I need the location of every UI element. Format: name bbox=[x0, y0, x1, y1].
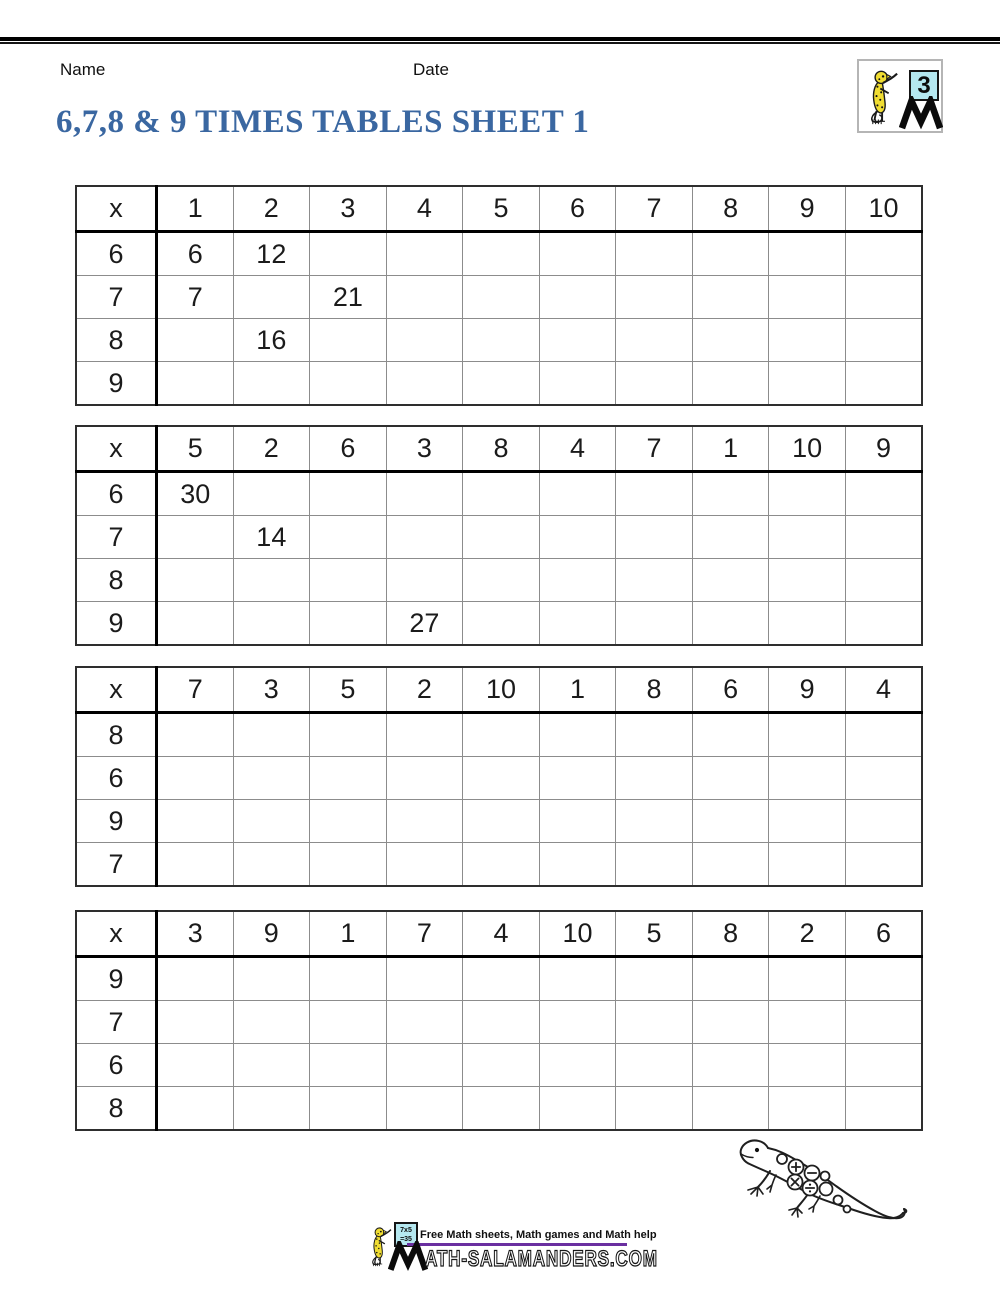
answer-cell-empty bbox=[845, 1001, 922, 1044]
answer-cell-empty bbox=[463, 276, 540, 319]
answer-cell-empty bbox=[616, 713, 693, 757]
answer-cell-empty bbox=[157, 1044, 234, 1087]
answer-cell-empty bbox=[386, 1044, 463, 1087]
logo-badge-number: 3 bbox=[917, 71, 931, 99]
site-logo-badge bbox=[857, 59, 943, 133]
multiplier-header: 4 bbox=[386, 186, 463, 232]
multiplier-header: 10 bbox=[769, 426, 846, 472]
multiplier-header: 5 bbox=[157, 426, 234, 472]
answer-cell-empty bbox=[845, 232, 922, 276]
table-row bbox=[76, 957, 922, 1001]
times-table-4 bbox=[75, 910, 923, 1131]
answer-cell-empty bbox=[692, 1044, 769, 1087]
answer-cell-empty bbox=[157, 516, 234, 559]
row-label-cell: 6 bbox=[76, 232, 157, 276]
multiply-sign-header: x bbox=[76, 911, 157, 957]
answer-cell-empty bbox=[463, 516, 540, 559]
answer-cell-empty bbox=[616, 1001, 693, 1044]
multiply-sign-header: x bbox=[76, 186, 157, 232]
answer-cell-empty bbox=[310, 362, 387, 406]
answer-cell-empty bbox=[233, 1001, 310, 1044]
answer-cell-empty bbox=[845, 800, 922, 843]
answer-cell-empty bbox=[463, 713, 540, 757]
answer-cell-empty bbox=[616, 276, 693, 319]
answer-cell-empty bbox=[539, 232, 616, 276]
answer-cell-empty bbox=[310, 1044, 387, 1087]
answer-cell-empty bbox=[769, 232, 846, 276]
row-label-cell: 8 bbox=[76, 713, 157, 757]
answer-cell-empty bbox=[616, 602, 693, 646]
answer-cell-empty bbox=[769, 362, 846, 406]
answer-cell-empty bbox=[157, 1087, 234, 1131]
table-row bbox=[76, 800, 922, 843]
answer-cell-empty bbox=[845, 713, 922, 757]
answer-cell-empty bbox=[233, 843, 310, 887]
answer-cell-empty bbox=[157, 957, 234, 1001]
table-row bbox=[76, 516, 922, 559]
multiplier-header: 4 bbox=[845, 667, 922, 713]
answer-cell-empty bbox=[692, 559, 769, 602]
table-row bbox=[76, 362, 922, 406]
multiplier-header: 5 bbox=[616, 911, 693, 957]
answer-cell-empty bbox=[769, 957, 846, 1001]
answer-cell-empty bbox=[616, 1087, 693, 1131]
gecko-mascot-icon bbox=[864, 68, 904, 126]
answer-cell-empty bbox=[463, 757, 540, 800]
multiplier-header: 6 bbox=[310, 426, 387, 472]
footer-tagline: Free Math sheets, Math games and Math help bbox=[420, 1229, 657, 1241]
table-header-row bbox=[76, 426, 922, 472]
answer-cell-empty bbox=[463, 602, 540, 646]
multiplier-header: 4 bbox=[539, 426, 616, 472]
table-row bbox=[76, 713, 922, 757]
answer-cell-empty bbox=[539, 757, 616, 800]
answer-cell-empty bbox=[157, 559, 234, 602]
answer-cell-empty bbox=[845, 472, 922, 516]
answer-cell-empty bbox=[157, 602, 234, 646]
m-logo-icon bbox=[899, 96, 943, 131]
answer-cell-empty bbox=[616, 1044, 693, 1087]
answer-cell-empty bbox=[539, 1087, 616, 1131]
answer-cell-empty bbox=[616, 843, 693, 887]
answer-cell-empty bbox=[386, 713, 463, 757]
multiply-sign-header: x bbox=[76, 667, 157, 713]
multiplier-header: 10 bbox=[845, 186, 922, 232]
answer-cell-empty bbox=[233, 1087, 310, 1131]
row-label-cell: 7 bbox=[76, 276, 157, 319]
answer-cell-empty bbox=[463, 1044, 540, 1087]
answer-cell-empty bbox=[769, 843, 846, 887]
answer-cell-empty bbox=[157, 800, 234, 843]
table-row bbox=[76, 602, 922, 646]
answer-cell-empty bbox=[539, 559, 616, 602]
row-label-cell: 6 bbox=[76, 757, 157, 800]
row-label-cell: 6 bbox=[76, 1044, 157, 1087]
multiplier-header: 8 bbox=[692, 186, 769, 232]
answer-cell-empty bbox=[692, 843, 769, 887]
answer-cell-empty bbox=[845, 362, 922, 406]
answer-cell-empty bbox=[233, 559, 310, 602]
answer-cell-empty bbox=[692, 319, 769, 362]
row-label-cell: 8 bbox=[76, 1087, 157, 1131]
answer-cell-empty bbox=[463, 472, 540, 516]
answer-cell-empty bbox=[692, 362, 769, 406]
answer-cell-empty bbox=[539, 843, 616, 887]
top-divider bbox=[0, 37, 1000, 46]
answer-cell-empty bbox=[692, 713, 769, 757]
answer-cell-empty bbox=[233, 472, 310, 516]
answer-cell-empty bbox=[386, 276, 463, 319]
date-label: Date bbox=[413, 60, 449, 79]
answer-cell-empty bbox=[310, 1087, 387, 1131]
answer-cell-empty bbox=[845, 843, 922, 887]
answer-cell-empty bbox=[539, 362, 616, 406]
table-row bbox=[76, 276, 922, 319]
multiplier-header: 9 bbox=[845, 426, 922, 472]
answer-cell-empty bbox=[769, 713, 846, 757]
salamander-illustration bbox=[712, 1132, 912, 1232]
answer-cell-empty bbox=[539, 1001, 616, 1044]
answer-cell-empty bbox=[463, 319, 540, 362]
answer-cell-filled: 16 bbox=[233, 319, 310, 362]
multiplier-header: 8 bbox=[463, 426, 540, 472]
answer-cell-empty bbox=[310, 232, 387, 276]
multiplier-header: 8 bbox=[616, 667, 693, 713]
answer-cell-empty bbox=[845, 559, 922, 602]
answer-cell-empty bbox=[769, 602, 846, 646]
answer-cell-empty bbox=[233, 602, 310, 646]
answer-cell-empty bbox=[616, 559, 693, 602]
answer-cell-empty bbox=[539, 713, 616, 757]
answer-cell-empty bbox=[616, 362, 693, 406]
multiplier-header: 3 bbox=[233, 667, 310, 713]
answer-cell-empty bbox=[769, 559, 846, 602]
multiplier-header: 7 bbox=[157, 667, 234, 713]
multiplier-header: 6 bbox=[692, 667, 769, 713]
multiplier-header: 5 bbox=[463, 186, 540, 232]
answer-cell-empty bbox=[386, 843, 463, 887]
answer-cell-filled: 6 bbox=[157, 232, 234, 276]
answer-cell-empty bbox=[386, 472, 463, 516]
answer-cell-empty bbox=[463, 957, 540, 1001]
answer-cell-empty bbox=[463, 1001, 540, 1044]
answer-cell-empty bbox=[157, 319, 234, 362]
multiplier-header: 10 bbox=[539, 911, 616, 957]
answer-cell-empty bbox=[539, 516, 616, 559]
answer-cell-empty bbox=[386, 800, 463, 843]
answer-cell-empty bbox=[310, 800, 387, 843]
multiplier-header: 1 bbox=[539, 667, 616, 713]
answer-cell-empty bbox=[386, 232, 463, 276]
multiplier-header: 2 bbox=[233, 186, 310, 232]
answer-cell-empty bbox=[845, 957, 922, 1001]
answer-cell-empty bbox=[845, 602, 922, 646]
answer-cell-empty bbox=[233, 1044, 310, 1087]
multiplier-header: 10 bbox=[463, 667, 540, 713]
footer-site-name bbox=[388, 1241, 723, 1272]
answer-cell-empty bbox=[692, 757, 769, 800]
table-header-row bbox=[76, 911, 922, 957]
answer-cell-empty bbox=[769, 1044, 846, 1087]
answer-cell-filled: 30 bbox=[157, 472, 234, 516]
answer-cell-empty bbox=[157, 757, 234, 800]
answer-cell-empty bbox=[616, 957, 693, 1001]
mini-board-line1: 7x5 bbox=[400, 1227, 412, 1234]
answer-cell-filled: 14 bbox=[233, 516, 310, 559]
answer-cell-empty bbox=[539, 276, 616, 319]
footer-brand bbox=[362, 1220, 662, 1282]
answer-cell-empty bbox=[386, 1001, 463, 1044]
answer-cell-empty bbox=[769, 516, 846, 559]
footer-site-text: ATH-SALAMANDERS.COM bbox=[425, 1246, 658, 1271]
answer-cell-empty bbox=[233, 757, 310, 800]
row-label-cell: 7 bbox=[76, 516, 157, 559]
answer-cell-empty bbox=[539, 472, 616, 516]
multiplier-header: 2 bbox=[769, 911, 846, 957]
answer-cell-filled: 27 bbox=[386, 602, 463, 646]
answer-cell-empty bbox=[386, 1087, 463, 1131]
answer-cell-empty bbox=[692, 516, 769, 559]
multiplier-header: 9 bbox=[769, 667, 846, 713]
answer-cell-empty bbox=[310, 602, 387, 646]
table-row bbox=[76, 232, 922, 276]
answer-cell-empty bbox=[539, 602, 616, 646]
answer-cell-filled: 12 bbox=[233, 232, 310, 276]
multiplier-header: 3 bbox=[386, 426, 463, 472]
mini-board-line2: =35 bbox=[400, 1236, 412, 1244]
answer-cell-empty bbox=[845, 276, 922, 319]
answer-cell-empty bbox=[310, 472, 387, 516]
answer-cell-empty bbox=[539, 800, 616, 843]
row-label-cell: 9 bbox=[76, 957, 157, 1001]
multiplier-header: 1 bbox=[310, 911, 387, 957]
answer-cell-empty bbox=[233, 713, 310, 757]
answer-cell-empty bbox=[310, 713, 387, 757]
m-logo-icon bbox=[388, 1241, 428, 1272]
answer-cell-empty bbox=[692, 276, 769, 319]
table-row bbox=[76, 1044, 922, 1087]
answer-cell-empty bbox=[769, 1087, 846, 1131]
answer-cell-empty bbox=[233, 276, 310, 319]
multiplier-header: 2 bbox=[233, 426, 310, 472]
row-label-cell: 6 bbox=[76, 472, 157, 516]
multiplier-header: 6 bbox=[845, 911, 922, 957]
multiplier-header: 3 bbox=[310, 186, 387, 232]
answer-cell-empty bbox=[157, 713, 234, 757]
table-header-row bbox=[76, 667, 922, 713]
table-header-row bbox=[76, 186, 922, 232]
answer-cell-empty bbox=[233, 800, 310, 843]
times-table-3 bbox=[75, 666, 923, 887]
answer-cell-empty bbox=[463, 800, 540, 843]
answer-cell-empty bbox=[616, 319, 693, 362]
answer-cell-empty bbox=[769, 276, 846, 319]
row-label-cell: 8 bbox=[76, 559, 157, 602]
multiplier-header: 8 bbox=[692, 911, 769, 957]
answer-cell-empty bbox=[692, 232, 769, 276]
answer-cell-empty bbox=[692, 957, 769, 1001]
answer-cell-filled: 7 bbox=[157, 276, 234, 319]
table-row bbox=[76, 319, 922, 362]
row-label-cell: 8 bbox=[76, 319, 157, 362]
answer-cell-empty bbox=[845, 516, 922, 559]
answer-cell-empty bbox=[539, 1044, 616, 1087]
answer-cell-empty bbox=[310, 1001, 387, 1044]
answer-cell-empty bbox=[616, 472, 693, 516]
answer-cell-empty bbox=[769, 1001, 846, 1044]
answer-cell-empty bbox=[463, 232, 540, 276]
answer-cell-empty bbox=[310, 843, 387, 887]
worksheet-title: 6,7,8 & 9 TIMES TABLES SHEET 1 bbox=[56, 104, 590, 140]
answer-cell-empty bbox=[616, 800, 693, 843]
row-label-cell: 7 bbox=[76, 1001, 157, 1044]
multiplier-header: 7 bbox=[616, 426, 693, 472]
answer-cell-empty bbox=[845, 319, 922, 362]
answer-cell-empty bbox=[769, 319, 846, 362]
answer-cell-empty bbox=[386, 957, 463, 1001]
table-row bbox=[76, 1001, 922, 1044]
answer-cell-empty bbox=[616, 516, 693, 559]
multiplier-header: 9 bbox=[233, 911, 310, 957]
row-label-cell: 9 bbox=[76, 362, 157, 406]
answer-cell-empty bbox=[310, 757, 387, 800]
answer-cell-empty bbox=[463, 1087, 540, 1131]
answer-cell-empty bbox=[692, 602, 769, 646]
times-table-2 bbox=[75, 425, 923, 646]
table-row bbox=[76, 843, 922, 887]
answer-cell-empty bbox=[463, 559, 540, 602]
multiplier-header: 1 bbox=[692, 426, 769, 472]
times-table-1 bbox=[75, 185, 923, 406]
answer-cell-empty bbox=[386, 319, 463, 362]
answer-cell-empty bbox=[692, 800, 769, 843]
multiplier-header: 1 bbox=[157, 186, 234, 232]
answer-cell-empty bbox=[310, 516, 387, 559]
row-label-cell: 7 bbox=[76, 843, 157, 887]
answer-cell-empty bbox=[233, 362, 310, 406]
answer-cell-filled: 21 bbox=[310, 276, 387, 319]
multiplier-header: 9 bbox=[769, 186, 846, 232]
answer-cell-empty bbox=[157, 1001, 234, 1044]
answer-cell-empty bbox=[157, 362, 234, 406]
answer-cell-empty bbox=[845, 1087, 922, 1131]
table-row bbox=[76, 1087, 922, 1131]
multiplier-header: 7 bbox=[616, 186, 693, 232]
row-label-cell: 9 bbox=[76, 602, 157, 646]
multiplier-header: 4 bbox=[463, 911, 540, 957]
answer-cell-empty bbox=[386, 362, 463, 406]
multiplier-header: 6 bbox=[539, 186, 616, 232]
answer-cell-empty bbox=[539, 957, 616, 1001]
multiply-sign-header: x bbox=[76, 426, 157, 472]
name-label: Name bbox=[60, 60, 106, 79]
answer-cell-empty bbox=[692, 472, 769, 516]
multiplier-header: 7 bbox=[386, 911, 463, 957]
answer-cell-empty bbox=[692, 1087, 769, 1131]
row-label-cell: 9 bbox=[76, 800, 157, 843]
answer-cell-empty bbox=[769, 800, 846, 843]
table-row bbox=[76, 757, 922, 800]
multiplier-header: 3 bbox=[157, 911, 234, 957]
answer-cell-empty bbox=[233, 957, 310, 1001]
table-row bbox=[76, 559, 922, 602]
answer-cell-empty bbox=[157, 843, 234, 887]
answer-cell-empty bbox=[386, 516, 463, 559]
answer-cell-empty bbox=[310, 559, 387, 602]
answer-cell-empty bbox=[769, 757, 846, 800]
table-row bbox=[76, 472, 922, 516]
answer-cell-empty bbox=[845, 1044, 922, 1087]
answer-cell-empty bbox=[386, 559, 463, 602]
answer-cell-empty bbox=[310, 319, 387, 362]
multiplier-header: 5 bbox=[310, 667, 387, 713]
answer-cell-empty bbox=[692, 1001, 769, 1044]
answer-cell-empty bbox=[386, 757, 463, 800]
answer-cell-empty bbox=[616, 232, 693, 276]
multiplier-header: 2 bbox=[386, 667, 463, 713]
answer-cell-empty bbox=[463, 843, 540, 887]
answer-cell-empty bbox=[845, 757, 922, 800]
answer-cell-empty bbox=[463, 362, 540, 406]
answer-cell-empty bbox=[539, 319, 616, 362]
answer-cell-empty bbox=[310, 957, 387, 1001]
answer-cell-empty bbox=[616, 757, 693, 800]
answer-cell-empty bbox=[769, 472, 846, 516]
